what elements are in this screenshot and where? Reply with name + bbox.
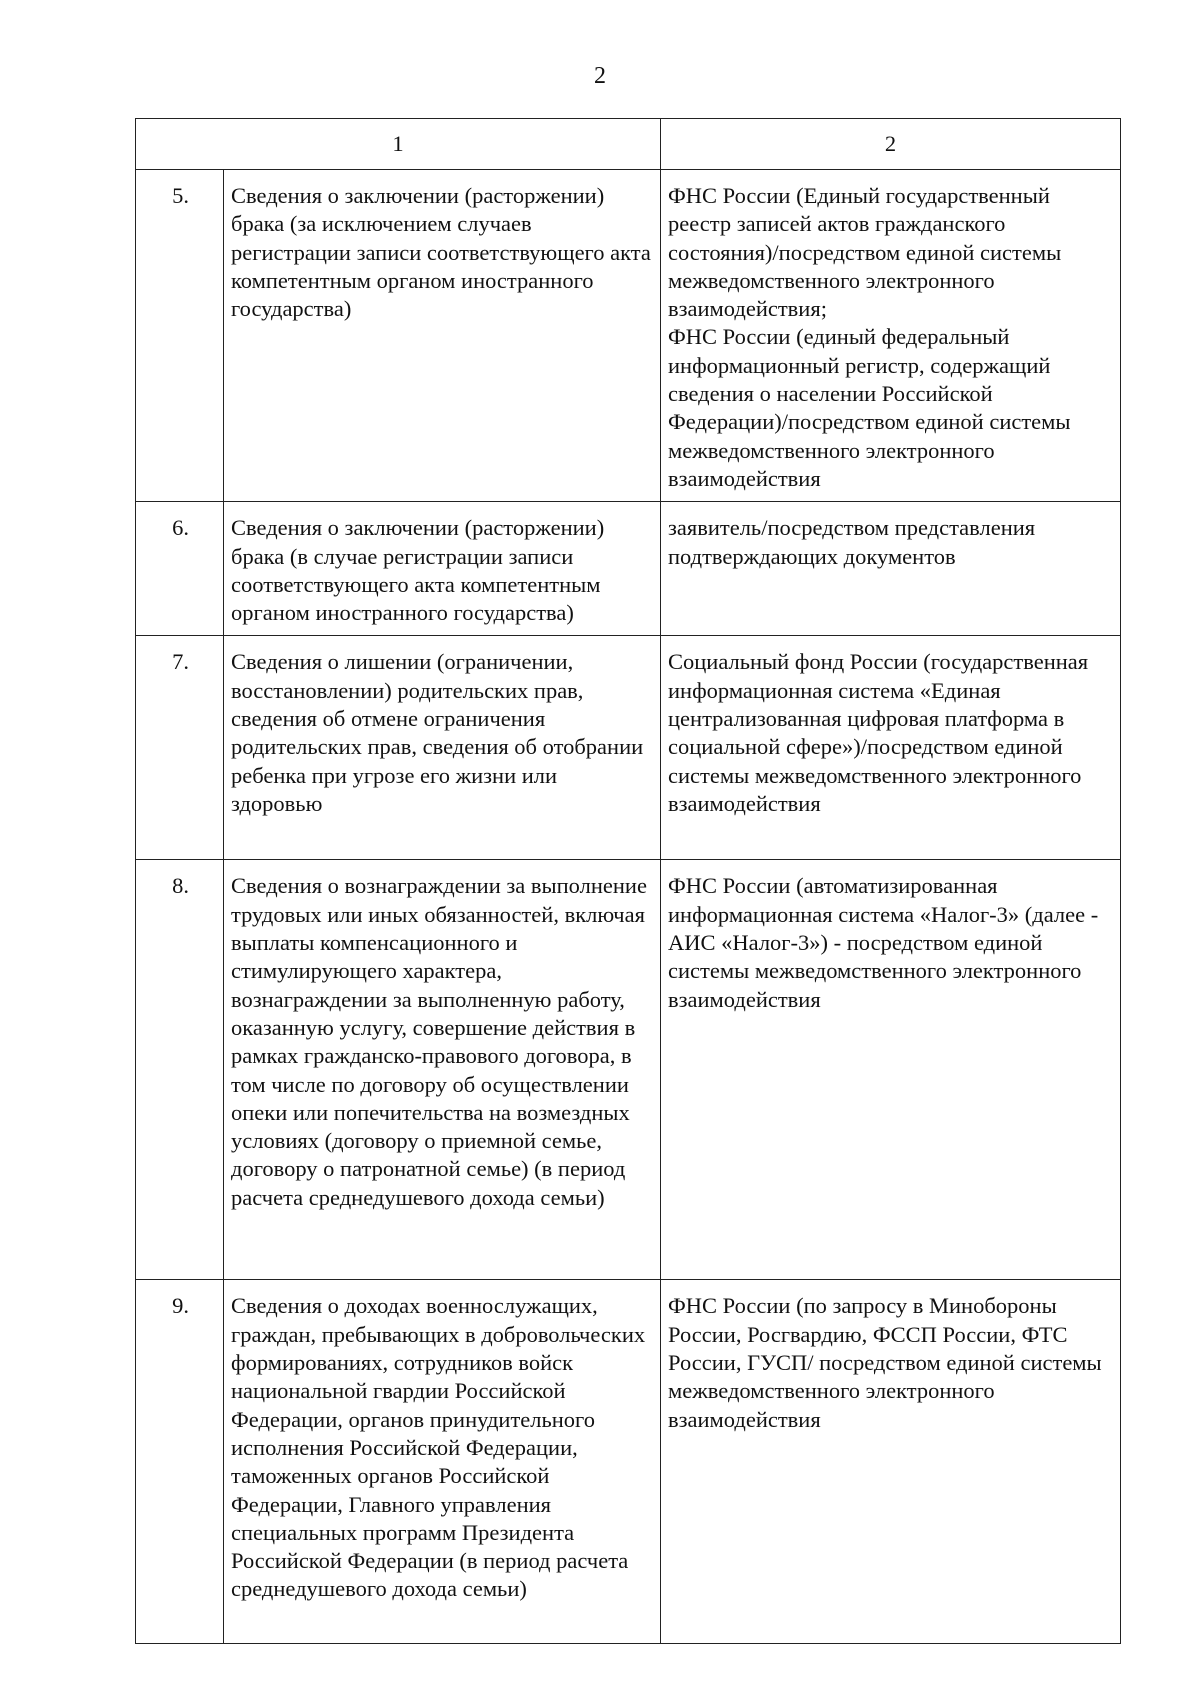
table-row bbox=[136, 170, 1121, 502]
info-cell: Сведения о доходах военнослужащих, граждан, пребывающих в добровольческих формированиях, сотрудников войск национальной гвардии Российской Федерации, органов принудительного исполнения Российской Федерации, таможенных органов Российской Федерации, Главного управления специальных программ Президента Российской Федерации (в период расчета среднедушевого дохода семьи) bbox=[224, 1280, 661, 1644]
info-cell: Сведения о заключении (расторжении) брака (в случае регистрации записи соответствующего акта компетентным органом иностранного государства) bbox=[224, 502, 661, 636]
column-header-1: 1 bbox=[136, 119, 661, 170]
source-cell: Социальный фонд России (государственная информационная система «Единая централизованная цифровая платформа в социальной сфере»)/посредством единой системы межведомственного электронного взаимодействия bbox=[661, 636, 1121, 860]
table-row bbox=[136, 860, 1121, 1280]
source-cell: ФНС России (по запросу в Минобороны России, Росгвардию, ФССП России, ФТС России, ГУСП/ посредством единой системы межведомственного электронного взаимодействия bbox=[661, 1280, 1121, 1644]
source-cell: ФНС России (автоматизированная информационная система «Налог-3» (далее - АИС «Налог-3») - посредством единой системы межведомственного электронного взаимодействия bbox=[661, 860, 1121, 1280]
source-cell: ФНС России (Единый государственный реестр записей актов гражданского состояния)/посредством единой системы межведомственного электронного взаимодействия; ФНС России (единый федеральный информационный регистр, содержащий сведения о населении Российской Федерации)/посредством единой системы межведомственного электронного взаимодействия bbox=[661, 170, 1121, 502]
info-cell: Сведения о заключении (расторжении) брака (за исключением случаев регистрации записи соответствующего акта компетентным органом иностранного государства) bbox=[224, 170, 661, 502]
source-cell: заявитель/посредством представления подтверждающих документов bbox=[661, 502, 1121, 636]
table-row bbox=[136, 636, 1121, 860]
data-sources-table bbox=[135, 118, 1121, 1644]
row-number: 5. bbox=[136, 170, 224, 502]
page-number: 2 bbox=[594, 63, 606, 89]
info-cell: Сведения о вознаграждении за выполнение трудовых или иных обязанностей, включая выплаты компенсационного и стимулирующего характера, вознаграждении за выполненную работу, оказанную услугу, совершение действия в рамках гражданско-правового договора, в том числе по договору об осуществлении опеки или попечительства на возмездных условиях (договору о приемной семье, договору о патронатной семье) (в период расчета среднедушевого дохода семьи) bbox=[224, 860, 661, 1280]
table-header-row bbox=[136, 119, 1121, 170]
table-row bbox=[136, 502, 1121, 636]
row-number: 6. bbox=[136, 502, 224, 636]
row-number: 9. bbox=[136, 1280, 224, 1644]
info-cell: Сведения о лишении (ограничении, восстановлении) родительских прав, сведения об отмене ограничения родительских прав, сведения об отобрании ребенка при угрозе его жизни или здоровью bbox=[224, 636, 661, 860]
row-number: 8. bbox=[136, 860, 224, 1280]
column-header-2: 2 bbox=[661, 119, 1121, 170]
row-number: 7. bbox=[136, 636, 224, 860]
table-row bbox=[136, 1280, 1121, 1644]
